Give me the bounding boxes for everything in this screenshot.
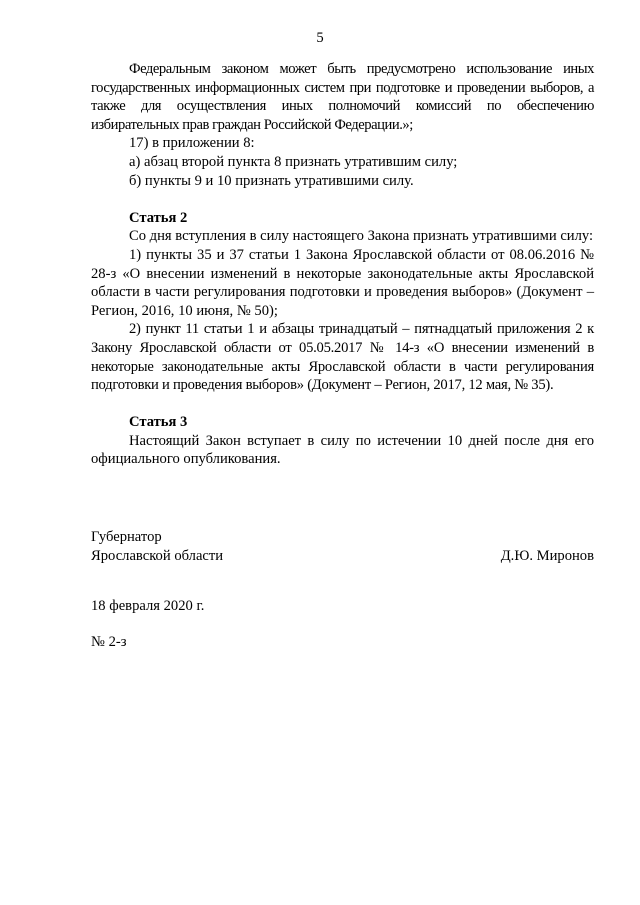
law-number: № 2-з [91,634,127,650]
article-3-text: Настоящий Закон вступает в силу по истечении 10 дней после дня его официального опубликования. [91,432,594,468]
spacer [91,190,594,209]
signatory-name: Д.Ю. Миронов [500,547,594,564]
signatory-title-line-1: Губернатор [91,529,162,545]
page-number: 5 [316,30,324,46]
amendment-item: 17) в приложении 8: [129,135,255,152]
article-2-intro: Со дня вступления в силу настоящего Закона признать утратившими силу: [129,228,594,245]
article-2-item-1: 1) пункты 35 и 37 статьи 1 Закона Ярославской области от 08.06.2016 № 28-з «О внесении изменений в некоторые законодательные акты Ярославской области в части регулирования подготовки и проведения выборов» (Документ – Регион, 2016, 10 июня, № 50); [91,246,594,319]
article-2-heading: Статья 2 [129,209,188,226]
spacer [91,395,594,414]
article-2-item-2: 2) пункт 11 статьи 1 и абзацы тринадцатый – пятнадцатый приложения 2 к Закону Ярославской области от 05.05.2017 № 14-з «О внесении изменений в некоторые законодательные акты Ярославской области в части регулирования подготовки и проведения выборов» (Документ – Регион, 2017, 12 мая, № 35). [91,321,594,394]
signing-date: 18 февраля 2020 г. [91,598,205,614]
amendment-subitem-b: б) пункты 9 и 10 признать утратившими силу. [129,172,414,189]
signatory-title-line-2: Ярославской области [91,547,224,564]
document-body [91,60,594,469]
intro-paragraph: Федеральным законом может быть предусмотрено использование иных государственных информационных систем при подготовке и проведении выборов, а также для осуществления иных полномочий комиссий по обеспечению избирательных прав граждан Российской Федерации.»; [91,61,594,133]
amendment-subitem-a: а) абзац второй пункта 8 признать утратившим силу; [129,153,458,170]
signature-block [91,528,594,565]
article-3-heading: Статья 3 [129,414,188,431]
signature-row [91,547,594,566]
